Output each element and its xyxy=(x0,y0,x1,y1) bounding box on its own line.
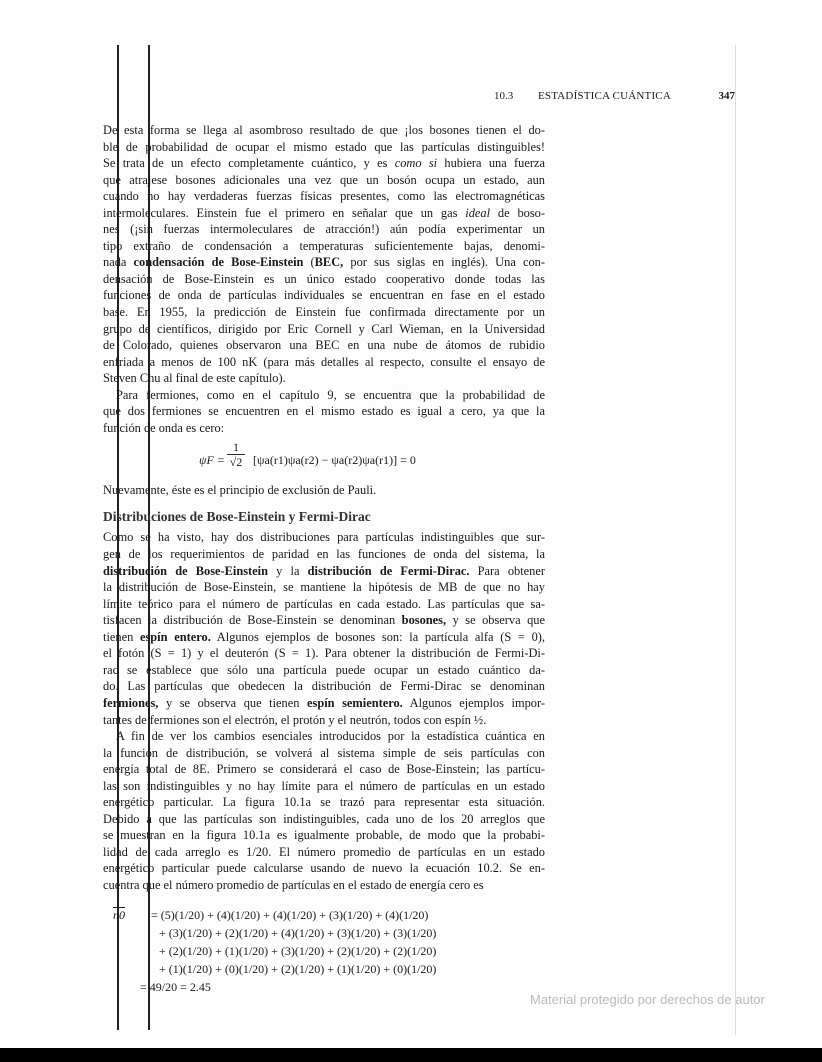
text-segment: función de onda es cero: xyxy=(103,420,225,435)
denominator: √2 xyxy=(229,455,243,470)
text-segment: energía total de 8E. Primero se considerará el caso de Bose-Einstein; las partícu- xyxy=(103,762,545,777)
paragraph xyxy=(103,529,545,728)
text-segment: por sus siglas en inglés). Una con- xyxy=(343,255,545,270)
text-line xyxy=(103,563,545,580)
text-segment: Nuevamente, éste es el principio de exclusión de Pauli. xyxy=(103,483,377,498)
text-segment: Steven Chu al final de este capítulo). xyxy=(103,371,286,386)
section-heading: Distribuciones de Bose-Einstein y Fermi-Dirac xyxy=(103,508,371,524)
italic-term: ideal xyxy=(465,205,491,220)
text-segment: límite teórico para el número de partículas en cada estado. Las partículas que sa- xyxy=(103,596,545,611)
text-line xyxy=(103,877,545,894)
text-segment: la función de distribución, se volverá al sistema simple de seis partículas con xyxy=(103,745,545,760)
fraction xyxy=(227,440,245,469)
text-line xyxy=(103,645,545,662)
bold-term: fermiones, xyxy=(103,695,159,710)
text-line xyxy=(103,728,545,745)
text-line xyxy=(103,745,545,762)
text-segment: y se observa que xyxy=(446,613,545,628)
paragraph xyxy=(103,122,545,387)
text-segment: rac se establece que sólo una partícula puede ocupar un estado cuántico da- xyxy=(103,662,545,677)
text-line xyxy=(103,403,545,420)
text-line xyxy=(103,172,545,189)
text-segment: energético particular puede calcularse usando de nuevo la ecuación 10.2. Se en- xyxy=(103,861,545,876)
text-line xyxy=(103,155,545,172)
text-line xyxy=(103,370,545,387)
text-segment: de boso- xyxy=(490,205,545,220)
text-line xyxy=(103,596,545,613)
equation-row: + (1)(1/20) + (0)(1/20) + (2)(1/20) + (1)(1/20) + (0)(1/20) xyxy=(159,961,437,976)
text-segment: gen de los requerimientos de paridad en las funciones de onda del sistema, la xyxy=(103,547,545,562)
text-line xyxy=(103,662,545,679)
text-line xyxy=(103,695,545,712)
text-segment: grupo de científicos, dirigido por Eric Cornell y Carl Wieman, en la Universidad xyxy=(103,321,545,336)
text-line xyxy=(103,482,545,499)
text-line xyxy=(103,205,545,222)
bold-term: distribución de Bose-Einstein xyxy=(103,563,269,578)
bold-term: BEC, xyxy=(314,255,344,270)
bold-term: distribución de Fermi-Dirac. xyxy=(307,563,470,578)
text-segment: densación de Bose-Einstein es un único estado cooperativo donde todas las xyxy=(103,271,545,286)
bottom-bar xyxy=(0,1048,822,1062)
text-line xyxy=(103,629,545,646)
text-segment: se muestran en la figura 10.1a es igualmente probable, de modo que la probabi- xyxy=(103,828,545,843)
text-segment: cuentra que el número promedio de partículas en el estado de energía cero es xyxy=(103,877,484,892)
text-segment: nes (¡sin fuerzas intermoleculares de atracción!) aún podía experimentar un xyxy=(103,222,545,237)
text-column xyxy=(103,122,545,996)
text-segment: y la xyxy=(268,563,308,578)
text-segment: do. Las partículas que obedecen la distribución de Fermi-Dirac se denominan xyxy=(103,679,545,694)
text-segment: De esta forma se llega al asombroso resultado de que ¡los bosones tienen el do- xyxy=(103,123,545,137)
text-line xyxy=(103,712,545,729)
bold-term: espín semientero. xyxy=(307,695,403,710)
text-segment: Para fermiones, como en el capítulo 9, se encuentra que la probabilidad de xyxy=(116,387,545,402)
equation-row: = 49/20 = 2.45 xyxy=(140,979,211,994)
text-segment: de Colorado, quienes observaron una BEC en una nube de átomos de rubidio xyxy=(103,338,545,353)
paragraph xyxy=(103,387,545,437)
text-line xyxy=(103,761,545,778)
text-segment: base. En 1955, la predicción de Einstein fue confirmada directamente por un xyxy=(103,305,545,320)
text-line xyxy=(103,122,545,139)
text-segment: energético particular. La figura 10.1a se trazó para representar esta situación. xyxy=(103,795,545,810)
equation-lhs: ψF = xyxy=(199,453,225,468)
text-line xyxy=(103,794,545,811)
equation-antisymmetric-wavefunction xyxy=(103,440,545,480)
text-segment: Algunos ejemplos de bosones son: la partícula alfa (S = 0), xyxy=(210,629,545,644)
text-segment: Algunos ejemplos impor- xyxy=(402,695,545,710)
text-segment: tisfacen la distribución de Bose-Einstein se denominan xyxy=(103,613,402,628)
page-edge-line xyxy=(735,45,736,1035)
text-segment: hubiera una fuerza xyxy=(437,156,545,171)
text-segment: ( xyxy=(303,255,315,270)
text-segment: Se trata de un efecto completamente cuántico, y es xyxy=(103,156,395,171)
text-segment: Como se ha visto, hay dos distribuciones para partículas indistinguibles que sur- xyxy=(103,530,545,545)
text-segment: intermoleculares. Einstein fue el primero en señalar que un gas xyxy=(103,205,466,220)
text-line xyxy=(103,579,545,596)
text-line xyxy=(103,271,545,288)
equation-row: + (2)(1/20) + (1)(1/20) + (3)(1/20) + (2)(1/20) + (2)(1/20) xyxy=(159,943,437,958)
text-line xyxy=(103,811,545,828)
equation-average-occupation xyxy=(103,906,545,996)
paragraph xyxy=(103,482,545,499)
text-line xyxy=(103,529,545,546)
text-line xyxy=(103,221,545,238)
text-segment: ble de probabilidad de ocupar el mismo estado que las partículas distinguibles! xyxy=(103,139,545,154)
text-line xyxy=(103,238,545,255)
text-segment: tienen xyxy=(103,629,140,644)
text-line xyxy=(103,354,545,371)
text-segment: y se observa que tienen xyxy=(158,695,307,710)
italic-term: como si xyxy=(394,156,438,171)
text-line xyxy=(103,612,545,629)
text-line xyxy=(103,778,545,795)
text-line xyxy=(103,337,545,354)
bold-term: bosones, xyxy=(401,613,447,628)
equation-row: = (5)(1/20) + (4)(1/20) + (4)(1/20) + (3)(1/20) + (4)(1/20) xyxy=(151,907,429,922)
running-header xyxy=(103,90,735,106)
text-line xyxy=(103,387,545,404)
numerator: 1 xyxy=(227,440,245,455)
text-segment: Debido a que las partículas son indistinguibles, cada uno de los 20 arreglos que xyxy=(103,811,545,826)
text-line xyxy=(103,287,545,304)
text-line xyxy=(103,420,545,437)
text-line xyxy=(103,678,545,695)
text-segment: lidad de cada arreglo es 1/20. El número promedio de partículas en un estado xyxy=(103,844,545,859)
text-segment: nada xyxy=(103,255,134,270)
text-line xyxy=(103,860,545,877)
text-line xyxy=(103,188,545,205)
text-line xyxy=(103,844,545,861)
section-number: 10.3 xyxy=(494,90,514,102)
paragraph xyxy=(103,728,545,893)
text-segment: Para obtener xyxy=(469,563,545,578)
text-segment: el fotón (S = 1) y el deuterón (S = 1). Para obtener la distribución de Fermi-Di- xyxy=(103,646,545,661)
text-line xyxy=(103,827,545,844)
text-segment: que dos fermiones se encuentren en el mismo estado es igual a cero, ya que la xyxy=(103,404,545,419)
text-segment: funciones de onda de partículas individuales se encuentran en fase en el estado xyxy=(103,288,545,303)
equation-row: + (3)(1/20) + (2)(1/20) + (4)(1/20) + (3)(1/20) + (3)(1/20) xyxy=(159,925,437,940)
text-segment: la distribución de Bose-Einstein, se mantiene la hipótesis de MB de que no hay xyxy=(103,580,545,595)
text-line xyxy=(103,304,545,321)
copyright-watermark: Material protegido por derechos de autor xyxy=(530,992,765,1007)
text-segment: tantes de fermiones son el electrón, el protón y el neutrón, todos con espín ½. xyxy=(103,712,487,727)
text-line xyxy=(103,254,545,271)
text-line xyxy=(103,321,545,338)
equation-rhs: [ψa(r1)ψa(r2) − ψa(r2)ψa(r1)] = 0 xyxy=(253,453,416,468)
text-segment: A fin de ver los cambios esenciales introducidos por la estadística cuántica en xyxy=(116,729,545,744)
text-line xyxy=(103,139,545,156)
section-title: ESTADÍSTICA CUÁNTICA xyxy=(538,90,671,102)
equation-lhs: n0 xyxy=(113,907,125,922)
bold-term: condensación de Bose-Einstein xyxy=(133,255,304,270)
text-segment: tipo extraño de condensación a temperaturas suficientemente bajas, denomi- xyxy=(103,238,545,253)
text-segment: las son indistinguibles y no hay límite para el número de partículas en un estado xyxy=(103,778,545,793)
text-segment: enfriada a menos de 100 nK (para más detalles al respecto, consulte el ensayo de xyxy=(103,354,545,369)
page-number: 347 xyxy=(718,90,735,102)
text-line xyxy=(103,546,545,563)
bold-term: espín entero. xyxy=(139,629,211,644)
text-segment: que atrajese bosones adicionales una vez que un bosón ocupa un estado, aun xyxy=(103,172,545,187)
text-segment: cuando no hay verdaderas fuerzas físicas presentes, como las electromagnéticas xyxy=(103,189,545,204)
